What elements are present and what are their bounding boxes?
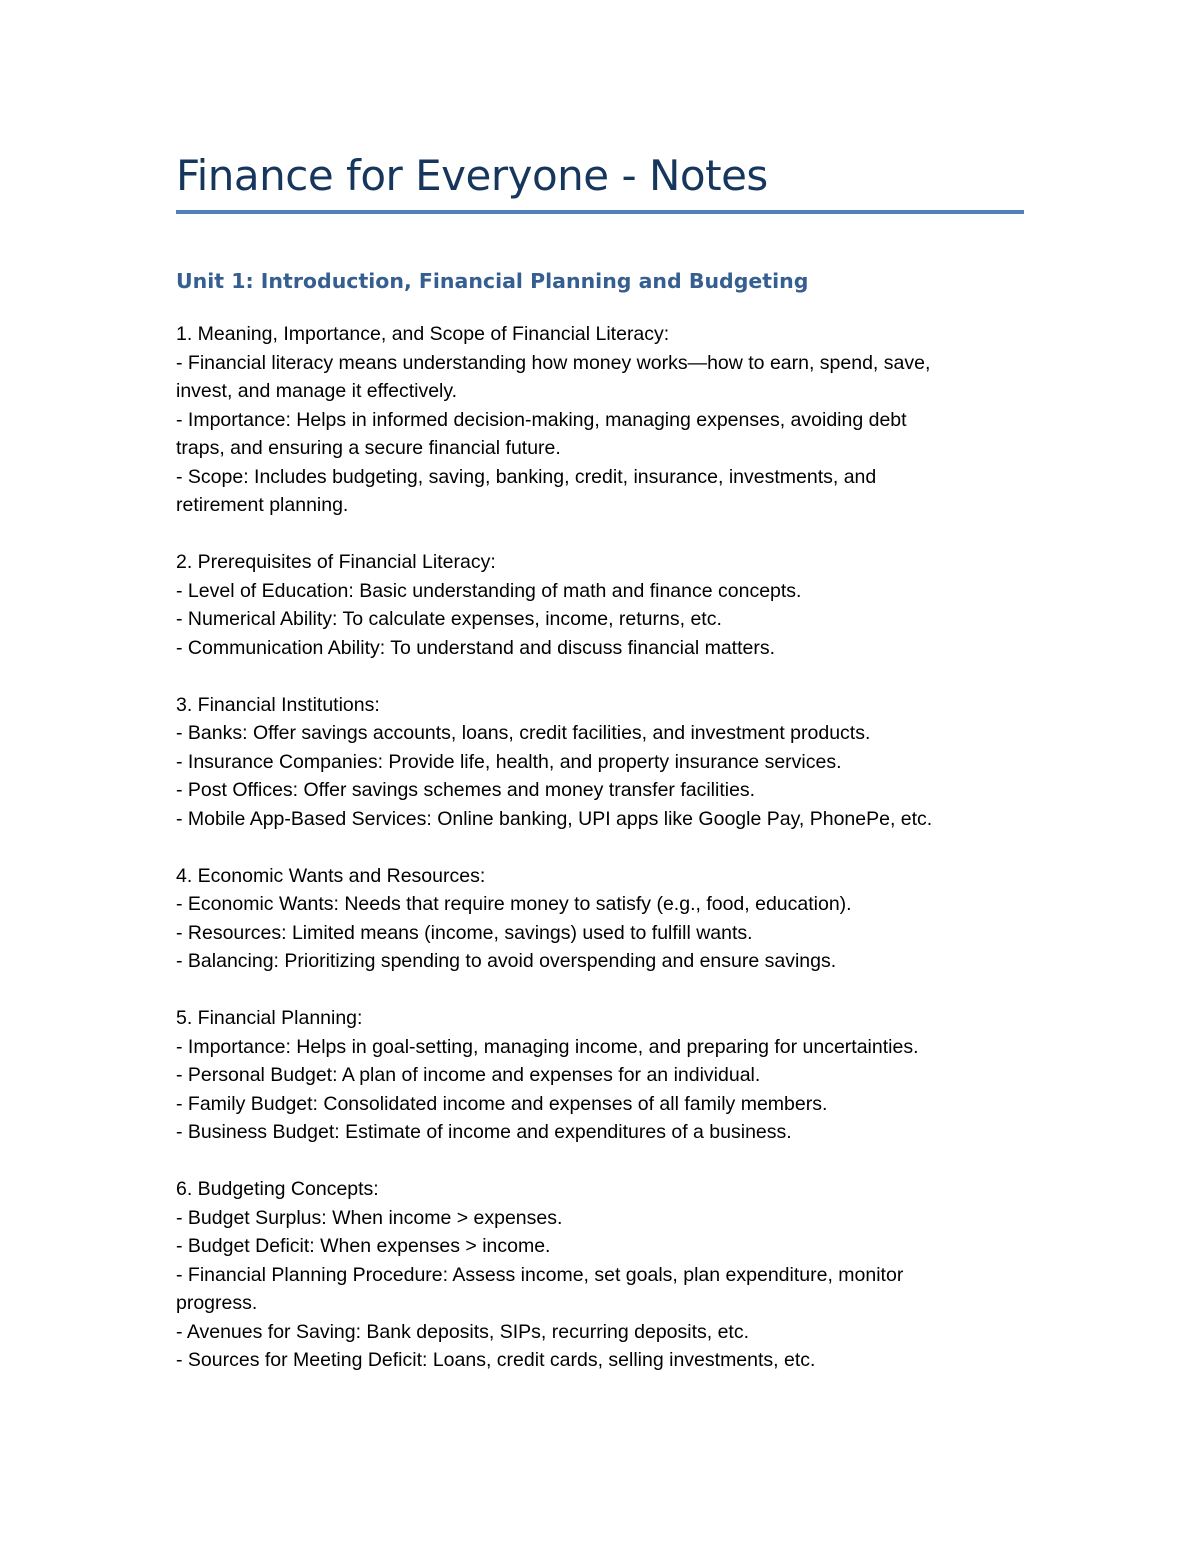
section-3	[176, 691, 1026, 834]
body-line: - Family Budget: Consolidated income and expenses of all family members.	[176, 1092, 828, 1115]
body-line: - Avenues for Saving: Bank deposits, SIPs, recurring deposits, etc.	[176, 1320, 750, 1343]
body-line: - Business Budget: Estimate of income and expenditures of a business.	[176, 1121, 792, 1143]
body-line: - Budget Surplus: When income > expenses.	[176, 1206, 563, 1229]
body-line: - Budget Deficit: When expenses > income.	[176, 1235, 551, 1257]
section-heading: 2. Prerequisites of Financial Literacy:	[176, 551, 496, 573]
body-line: - Financial Planning Procedure: Assess income, set goals, plan expenditure, monitor	[176, 1263, 904, 1286]
section-6	[176, 1175, 1026, 1375]
section-heading: 4. Economic Wants and Resources:	[176, 864, 486, 887]
body-line: - Numerical Ability: To calculate expenses, income, returns, etc.	[176, 608, 722, 630]
document-title: Finance for Everyone - Notes	[176, 151, 768, 200]
title-underline	[176, 210, 1024, 214]
body-line: - Importance: Helps in goal-setting, managing income, and preparing for uncertainties.	[176, 1035, 919, 1058]
body-line: progress.	[176, 1292, 258, 1314]
unit-heading: Unit 1: Introduction, Financial Planning and Budgeting	[176, 269, 809, 293]
document-page	[176, 150, 1026, 1403]
body-line: - Banks: Offer savings accounts, loans, credit facilities, and investment products.	[176, 722, 871, 744]
section-1	[176, 320, 1026, 520]
section-2	[176, 548, 1026, 662]
body-line: - Sources for Meeting Deficit: Loans, credit cards, selling investments, etc.	[176, 1349, 816, 1371]
section-heading: 6. Budgeting Concepts:	[176, 1178, 379, 1200]
body-line: - Importance: Helps in informed decision-making, managing expenses, avoiding debt	[176, 408, 907, 431]
section-heading: 5. Financial Planning:	[176, 1007, 363, 1029]
body-line: - Personal Budget: A plan of income and expenses for an individual.	[176, 1064, 761, 1086]
body-line: invest, and manage it effectively.	[176, 380, 458, 402]
section-heading: 3. Financial Institutions:	[176, 693, 380, 716]
body-line: traps, and ensuring a secure financial future.	[176, 437, 561, 459]
body-line: - Post Offices: Offer savings schemes and money transfer facilities.	[176, 779, 756, 801]
body-line: - Scope: Includes budgeting, saving, banking, credit, insurance, investments, and	[176, 465, 877, 488]
body-line: - Balancing: Prioritizing spending to avoid overspending and ensure savings.	[176, 950, 837, 972]
body-line: - Insurance Companies: Provide life, health, and property insurance services.	[176, 750, 842, 773]
body-line: retirement planning.	[176, 494, 349, 516]
body-line: - Mobile App-Based Services: Online banking, UPI apps like Google Pay, PhonePe, etc.	[176, 807, 933, 830]
body-line: - Resources: Limited means (income, savings) used to fulfill wants.	[176, 921, 753, 944]
section-heading: 1. Meaning, Importance, and Scope of Financial Literacy:	[176, 323, 670, 345]
section-4	[176, 862, 1026, 976]
body-line: - Economic Wants: Needs that require money to satisfy (e.g., food, education).	[176, 893, 852, 915]
body-line: - Level of Education: Basic understanding of math and finance concepts.	[176, 579, 802, 602]
body-line: - Communication Ability: To understand and discuss financial matters.	[176, 636, 776, 659]
section-5	[176, 1004, 1026, 1147]
notes-body	[176, 320, 1026, 1375]
body-line: - Financial literacy means understanding how money works—how to earn, spend, save,	[176, 351, 931, 374]
